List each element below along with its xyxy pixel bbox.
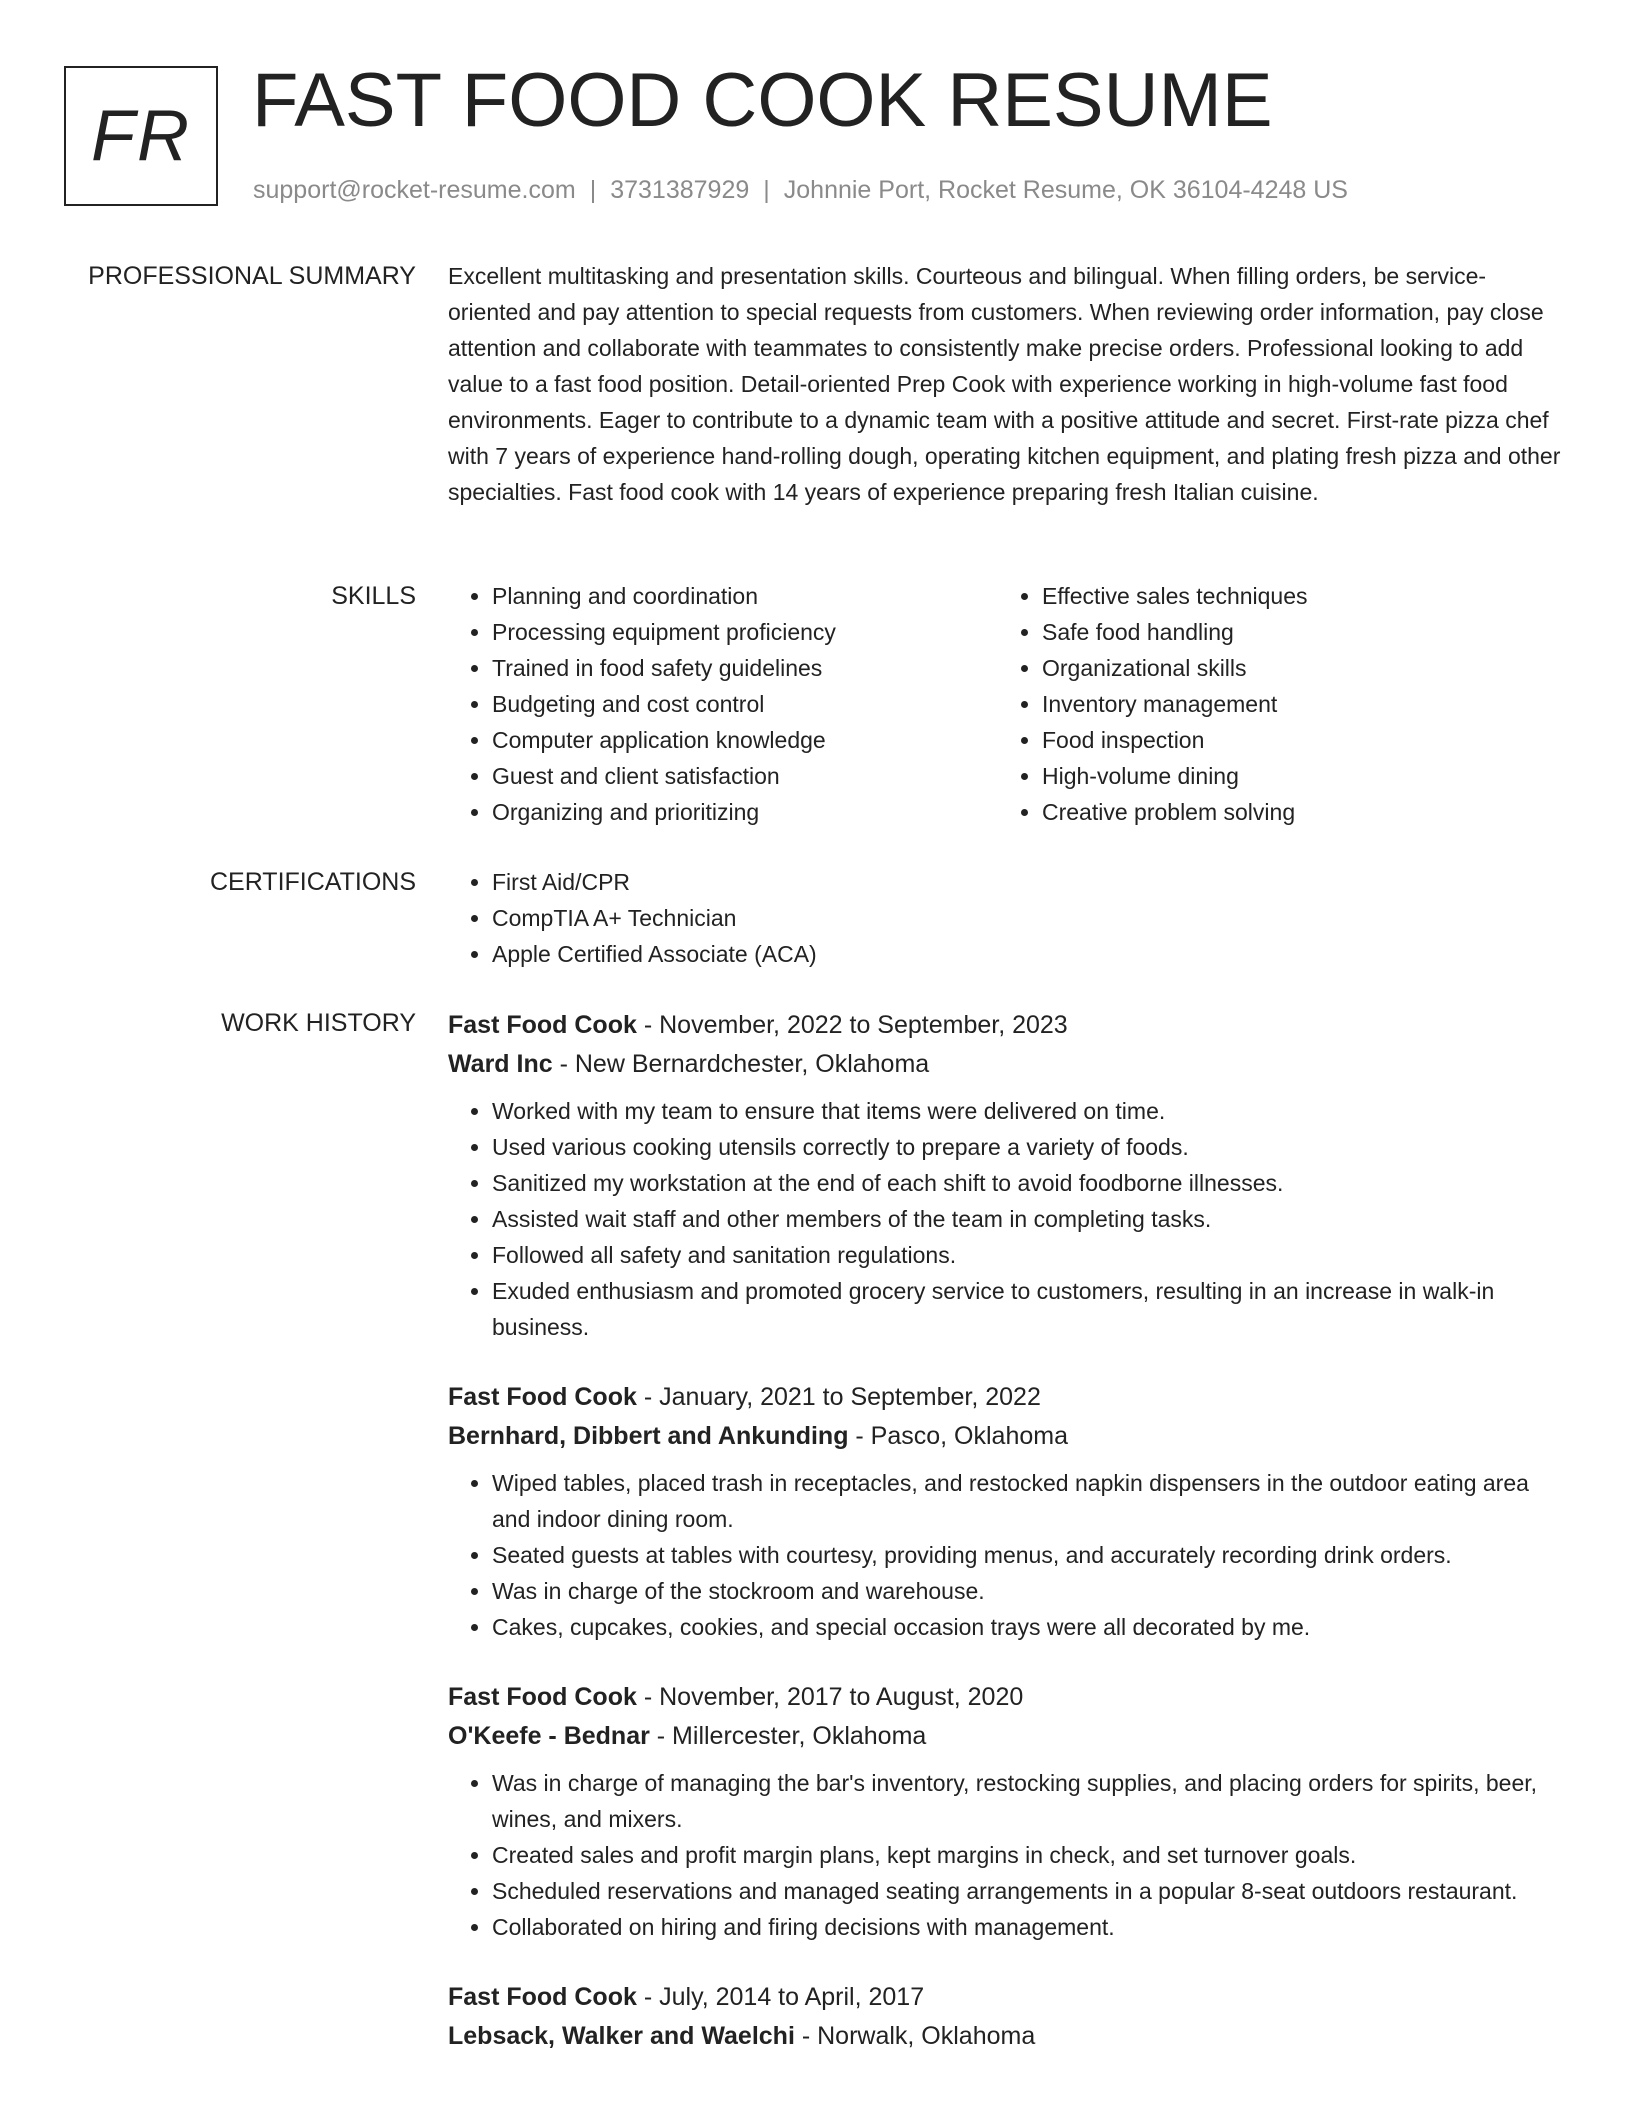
job-location: - Millercester, Oklahoma [649, 1722, 927, 1750]
skill-item: • Food inspection [1042, 722, 1518, 758]
summary-heading: PROFESSIONAL SUMMARY [88, 262, 416, 290]
certifications-body [448, 864, 1568, 972]
job-company: Lebsack, Walker and Waelchi [448, 2022, 795, 2050]
resume-title: FAST FOOD COOK RESUME [252, 58, 1273, 143]
job-entry [448, 1977, 1568, 2055]
skill-item: • Organizational skills [1042, 650, 1518, 686]
job-entry [448, 1005, 1568, 1345]
job-duty-item: • Seated guests at tables with courtesy, providing menus, and accurately recording drink orders. [492, 1537, 1568, 1573]
job-entry [448, 1377, 1568, 1645]
job-location: - Norwalk, Oklahoma [794, 2022, 1036, 2050]
job-title-line [448, 1005, 1568, 1045]
job-duty-item: • Scheduled reservations and managed seating arrangements in a popular 8-seat outdoors restaurant. [492, 1873, 1568, 1909]
job-location: - New Bernardchester, Oklahoma [552, 1050, 930, 1078]
skills-column-right [998, 578, 1518, 830]
job-dates: - November, 2017 to August, 2020 [636, 1683, 1024, 1711]
skill-item: • High-volume dining [1042, 758, 1518, 794]
job-company: Bernhard, Dibbert and Ankunding [448, 1422, 849, 1450]
skills-body [448, 578, 1568, 838]
skill-item: • Processing equipment proficiency [492, 614, 968, 650]
skill-item: • Trained in food safety guidelines [492, 650, 968, 686]
work-history-body [448, 1005, 1568, 2087]
job-duty-item: • Exuded enthusiasm and promoted grocery service to customers, resulting in an increase in walk-in business. [492, 1273, 1568, 1345]
skills-column-left [448, 578, 968, 830]
job-company-line [448, 2017, 1568, 2055]
job-duty-item: • Was in charge of managing the bar's inventory, restocking supplies, and placing orders for spirits, beer, wines, and mixers. [492, 1765, 1568, 1837]
certifications-list [448, 864, 1568, 972]
contact-address: Johnnie Port, Rocket Resume, OK 36104-4248 US [783, 176, 1348, 204]
job-dates: - July, 2014 to April, 2017 [636, 1983, 925, 2011]
skill-item: • Effective sales techniques [1042, 578, 1518, 614]
contact-separator: | [589, 176, 597, 204]
work-history-heading: WORK HISTORY [221, 1009, 416, 1037]
job-role: Fast Food Cook [448, 1983, 637, 2011]
contact-line [253, 174, 1348, 206]
job-duty-item: • Was in charge of the stockroom and warehouse. [492, 1573, 1568, 1609]
skills-list-right [998, 578, 1518, 830]
job-dates: - November, 2022 to September, 2023 [636, 1011, 1068, 1039]
job-company: O'Keefe - Bednar [448, 1722, 650, 1750]
contact-phone: 3731387929 [610, 176, 750, 204]
job-duties-list [448, 1465, 1568, 1645]
summary-text: Excellent multitasking and presentation skills. Courteous and bilingual. When filling orders, be service-oriented and pay attention to special requests from customers. When reviewing order information, pay close attention and collaborate with teammates to consistently make precise orders. Professional looking to add value to a fast food position. Detail-oriented Prep Cook with experience working in high-volume fast food environments. Eager to contribute to a dynamic team with a positive attitude and secret. First-rate pizza chef with 7 years of experience hand-rolling dough, operating kitchen equipment, and plating fresh pizza and other specialties. Fast food cook with 14 years of experience preparing fresh Italian cuisine. [448, 263, 1561, 505]
skill-item: • Computer application knowledge [492, 722, 968, 758]
job-dates: - January, 2021 to September, 2022 [636, 1383, 1041, 1411]
job-duty-item: • Collaborated on hiring and firing decisions with management. [492, 1909, 1568, 1945]
job-duty-item: • Created sales and profit margin plans, kept margins in check, and set turnover goals. [492, 1837, 1568, 1873]
job-duty-item: • Used various cooking utensils correctly to prepare a variety of foods. [492, 1129, 1568, 1165]
skill-item: • Inventory management [1042, 686, 1518, 722]
job-duties-list [448, 1765, 1568, 1945]
skill-item: • Safe food handling [1042, 614, 1518, 650]
certification-item: • First Aid/CPR [492, 864, 1568, 900]
skills-list-left [448, 578, 968, 830]
job-entry [448, 1677, 1568, 1945]
skill-item: • Budgeting and cost control [492, 686, 968, 722]
job-company-line [448, 1417, 1568, 1455]
job-role: Fast Food Cook [448, 1683, 637, 1711]
job-title-line [448, 1377, 1568, 1417]
skill-item: • Organizing and prioritizing [492, 794, 968, 830]
skill-item: • Planning and coordination [492, 578, 968, 614]
job-role: Fast Food Cook [448, 1383, 637, 1411]
job-title-line [448, 1977, 1568, 2017]
job-duty-item: • Wiped tables, placed trash in receptacles, and restocked napkin dispensers in the outdoor eating area and indoor dining room. [492, 1465, 1568, 1537]
job-duty-item: • Worked with my team to ensure that items were delivered on time. [492, 1093, 1568, 1129]
skill-item: • Guest and client satisfaction [492, 758, 968, 794]
job-duty-item: • Followed all safety and sanitation regulations. [492, 1237, 1568, 1273]
job-company-line [448, 1717, 1568, 1755]
job-role: Fast Food Cook [448, 1011, 637, 1039]
certifications-heading: CERTIFICATIONS [209, 868, 416, 896]
skill-item: • Creative problem solving [1042, 794, 1518, 830]
job-location: - Pasco, Oklahoma [848, 1422, 1068, 1450]
job-duty-item: • Cakes, cupcakes, cookies, and special occasion trays were all decorated by me. [492, 1609, 1568, 1645]
job-duty-item: • Sanitized my workstation at the end of each shift to avoid foodborne illnesses. [492, 1165, 1568, 1201]
skills-heading: SKILLS [331, 582, 416, 610]
monogram-logo: FR [64, 66, 218, 206]
certification-item: • Apple Certified Associate (ACA) [492, 936, 1568, 972]
job-company-line [448, 1045, 1568, 1083]
contact-separator: | [763, 176, 770, 204]
contact-email: support@rocket-resume.com [253, 176, 576, 204]
certification-item: • CompTIA A+ Technician [492, 900, 1568, 936]
job-company: Ward Inc [448, 1050, 553, 1078]
job-duty-item: • Assisted wait staff and other members of the team in completing tasks. [492, 1201, 1568, 1237]
job-title-line [448, 1677, 1568, 1717]
job-duties-list [448, 1093, 1568, 1345]
